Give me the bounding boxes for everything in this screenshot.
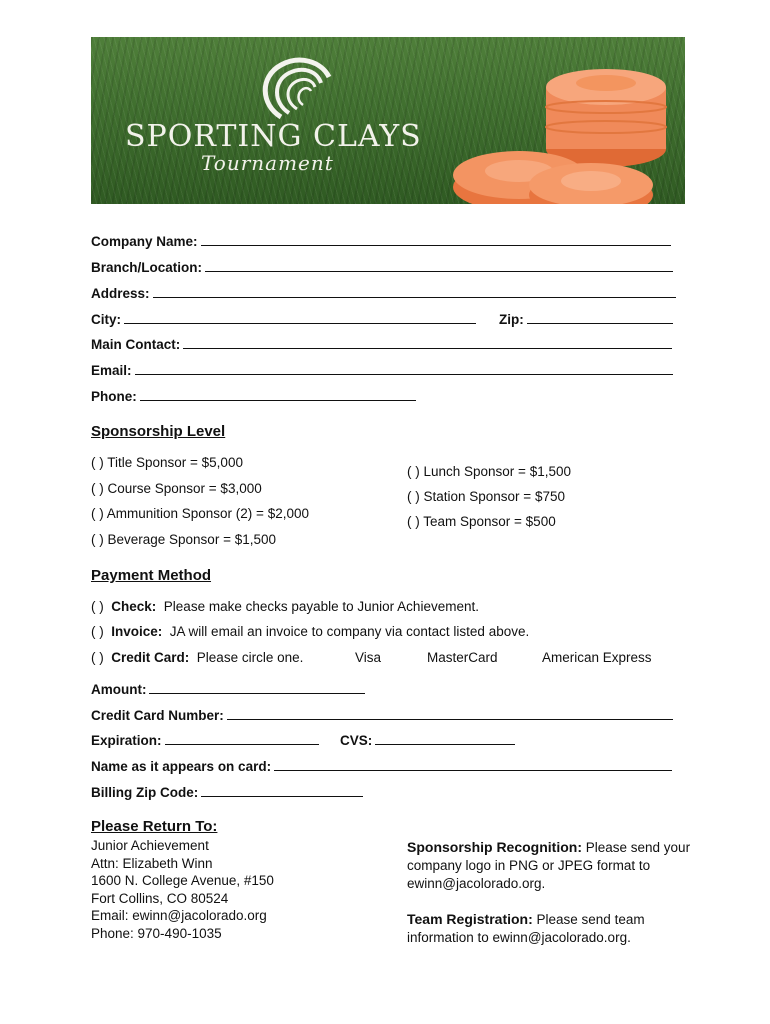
expiration-field[interactable]	[91, 732, 319, 748]
check-text: Please make checks payable to Junior Achievement.	[163, 599, 479, 614]
option-ammunition-sponsor[interactable]: ( ) Ammunition Sponsor (2) = $2,000	[91, 506, 309, 521]
main-contact-line[interactable]	[183, 336, 672, 349]
payment-credit-option[interactable]	[91, 650, 303, 665]
return-address	[91, 837, 274, 943]
main-contact-label: Main Contact:	[91, 337, 181, 352]
name-on-card-field[interactable]	[91, 758, 672, 774]
main-contact-field[interactable]	[91, 336, 672, 352]
return-line: Junior Achievement	[91, 838, 209, 853]
billing-zip-line[interactable]	[201, 784, 363, 797]
phone-field[interactable]	[91, 388, 416, 404]
payment-check-option[interactable]	[91, 599, 479, 614]
card-american-express[interactable]: American Express	[542, 650, 652, 665]
name-on-card-line[interactable]	[274, 758, 672, 771]
return-email: Email: ewinn@jacolorado.org	[91, 908, 267, 924]
return-line: Fort Collins, CO 80524	[91, 890, 229, 906]
zip-field[interactable]	[499, 311, 673, 327]
option-course-sponsor[interactable]: ( ) Course Sponsor = $3,000	[91, 481, 262, 496]
payment-invoice-option[interactable]	[91, 624, 529, 639]
cvs-field[interactable]	[340, 732, 515, 748]
card-number-field[interactable]	[91, 707, 673, 723]
address-label: Address:	[91, 286, 150, 301]
team-text: Please send team information to ewinn@jacolorado.org.	[407, 912, 645, 945]
company-name-field[interactable]	[91, 233, 671, 249]
cvs-line[interactable]	[375, 732, 515, 745]
recognition-note	[407, 838, 697, 893]
brand-title: SPORTING CLAYS	[125, 119, 422, 154]
swirl-logo-icon	[251, 55, 341, 125]
address-field[interactable]	[91, 285, 676, 301]
address-line[interactable]	[153, 285, 676, 298]
amount-field[interactable]	[91, 681, 365, 697]
team-lead: Team Registration:	[407, 911, 533, 927]
city-line[interactable]	[124, 311, 476, 324]
brand-subtitle: Tournament	[201, 151, 334, 175]
team-registration-note	[407, 910, 697, 947]
option-beverage-sponsor[interactable]: ( ) Beverage Sponsor = $1,500	[91, 532, 276, 547]
credit-paren: ( )	[91, 650, 104, 665]
recognition-lead: Sponsorship Recognition:	[407, 839, 582, 855]
credit-text: Please circle one.	[196, 650, 304, 665]
sponsorship-title: Sponsorship Level	[91, 423, 226, 440]
company-name-line[interactable]	[201, 233, 671, 246]
zip-label: Zip:	[499, 312, 524, 327]
card-visa[interactable]: Visa	[355, 650, 382, 665]
invoice-paren: ( )	[91, 624, 104, 639]
credit-label: Credit Card:	[111, 650, 190, 665]
recognition-text: Please send your company logo in PNG or JPEG format to ewinn@jacolorado.org.	[407, 840, 691, 891]
branch-location-label: Branch/Location:	[91, 260, 203, 275]
city-field[interactable]	[91, 311, 476, 327]
check-label: Check:	[111, 599, 157, 614]
header-banner	[91, 37, 685, 204]
check-paren: ( )	[91, 599, 104, 614]
payment-title: Payment Method	[91, 567, 212, 584]
amount-label: Amount:	[91, 682, 147, 697]
amount-line[interactable]	[149, 681, 365, 694]
return-line: Attn: Elizabeth Winn	[91, 855, 213, 871]
return-title: Please Return To:	[91, 818, 218, 835]
clay-targets-icon	[441, 37, 685, 204]
email-label: Email:	[91, 363, 132, 378]
expiration-label: Expiration:	[91, 733, 162, 748]
name-on-card-label: Name as it appears on card:	[91, 759, 272, 774]
option-team-sponsor[interactable]: ( ) Team Sponsor = $500	[407, 514, 556, 529]
card-number-line[interactable]	[227, 707, 673, 720]
company-name-label: Company Name:	[91, 234, 198, 249]
card-number-label: Credit Card Number:	[91, 708, 224, 723]
email-line[interactable]	[135, 362, 673, 375]
invoice-text: JA will email an invoice to company via contact listed above.	[169, 624, 530, 639]
billing-zip-label: Billing Zip Code:	[91, 785, 199, 800]
phone-label: Phone:	[91, 389, 137, 404]
option-title-sponsor[interactable]: ( ) Title Sponsor = $5,000	[91, 455, 243, 470]
card-mastercard[interactable]: MasterCard	[427, 650, 498, 665]
cvs-label: CVS:	[340, 733, 373, 748]
email-field[interactable]	[91, 362, 673, 378]
expiration-line[interactable]	[165, 732, 319, 745]
city-label: City:	[91, 312, 121, 327]
billing-zip-field[interactable]	[91, 784, 363, 800]
invoice-label: Invoice:	[111, 624, 163, 639]
phone-line[interactable]	[140, 388, 416, 401]
return-phone: Phone: 970-490-1035	[91, 925, 222, 941]
branch-location-field[interactable]	[91, 259, 673, 275]
zip-line[interactable]	[527, 311, 673, 324]
option-lunch-sponsor[interactable]: ( ) Lunch Sponsor = $1,500	[407, 464, 571, 479]
return-line: 1600 N. College Avenue, #150	[91, 873, 274, 889]
branch-location-line[interactable]	[205, 259, 673, 272]
option-station-sponsor[interactable]: ( ) Station Sponsor = $750	[407, 489, 565, 504]
